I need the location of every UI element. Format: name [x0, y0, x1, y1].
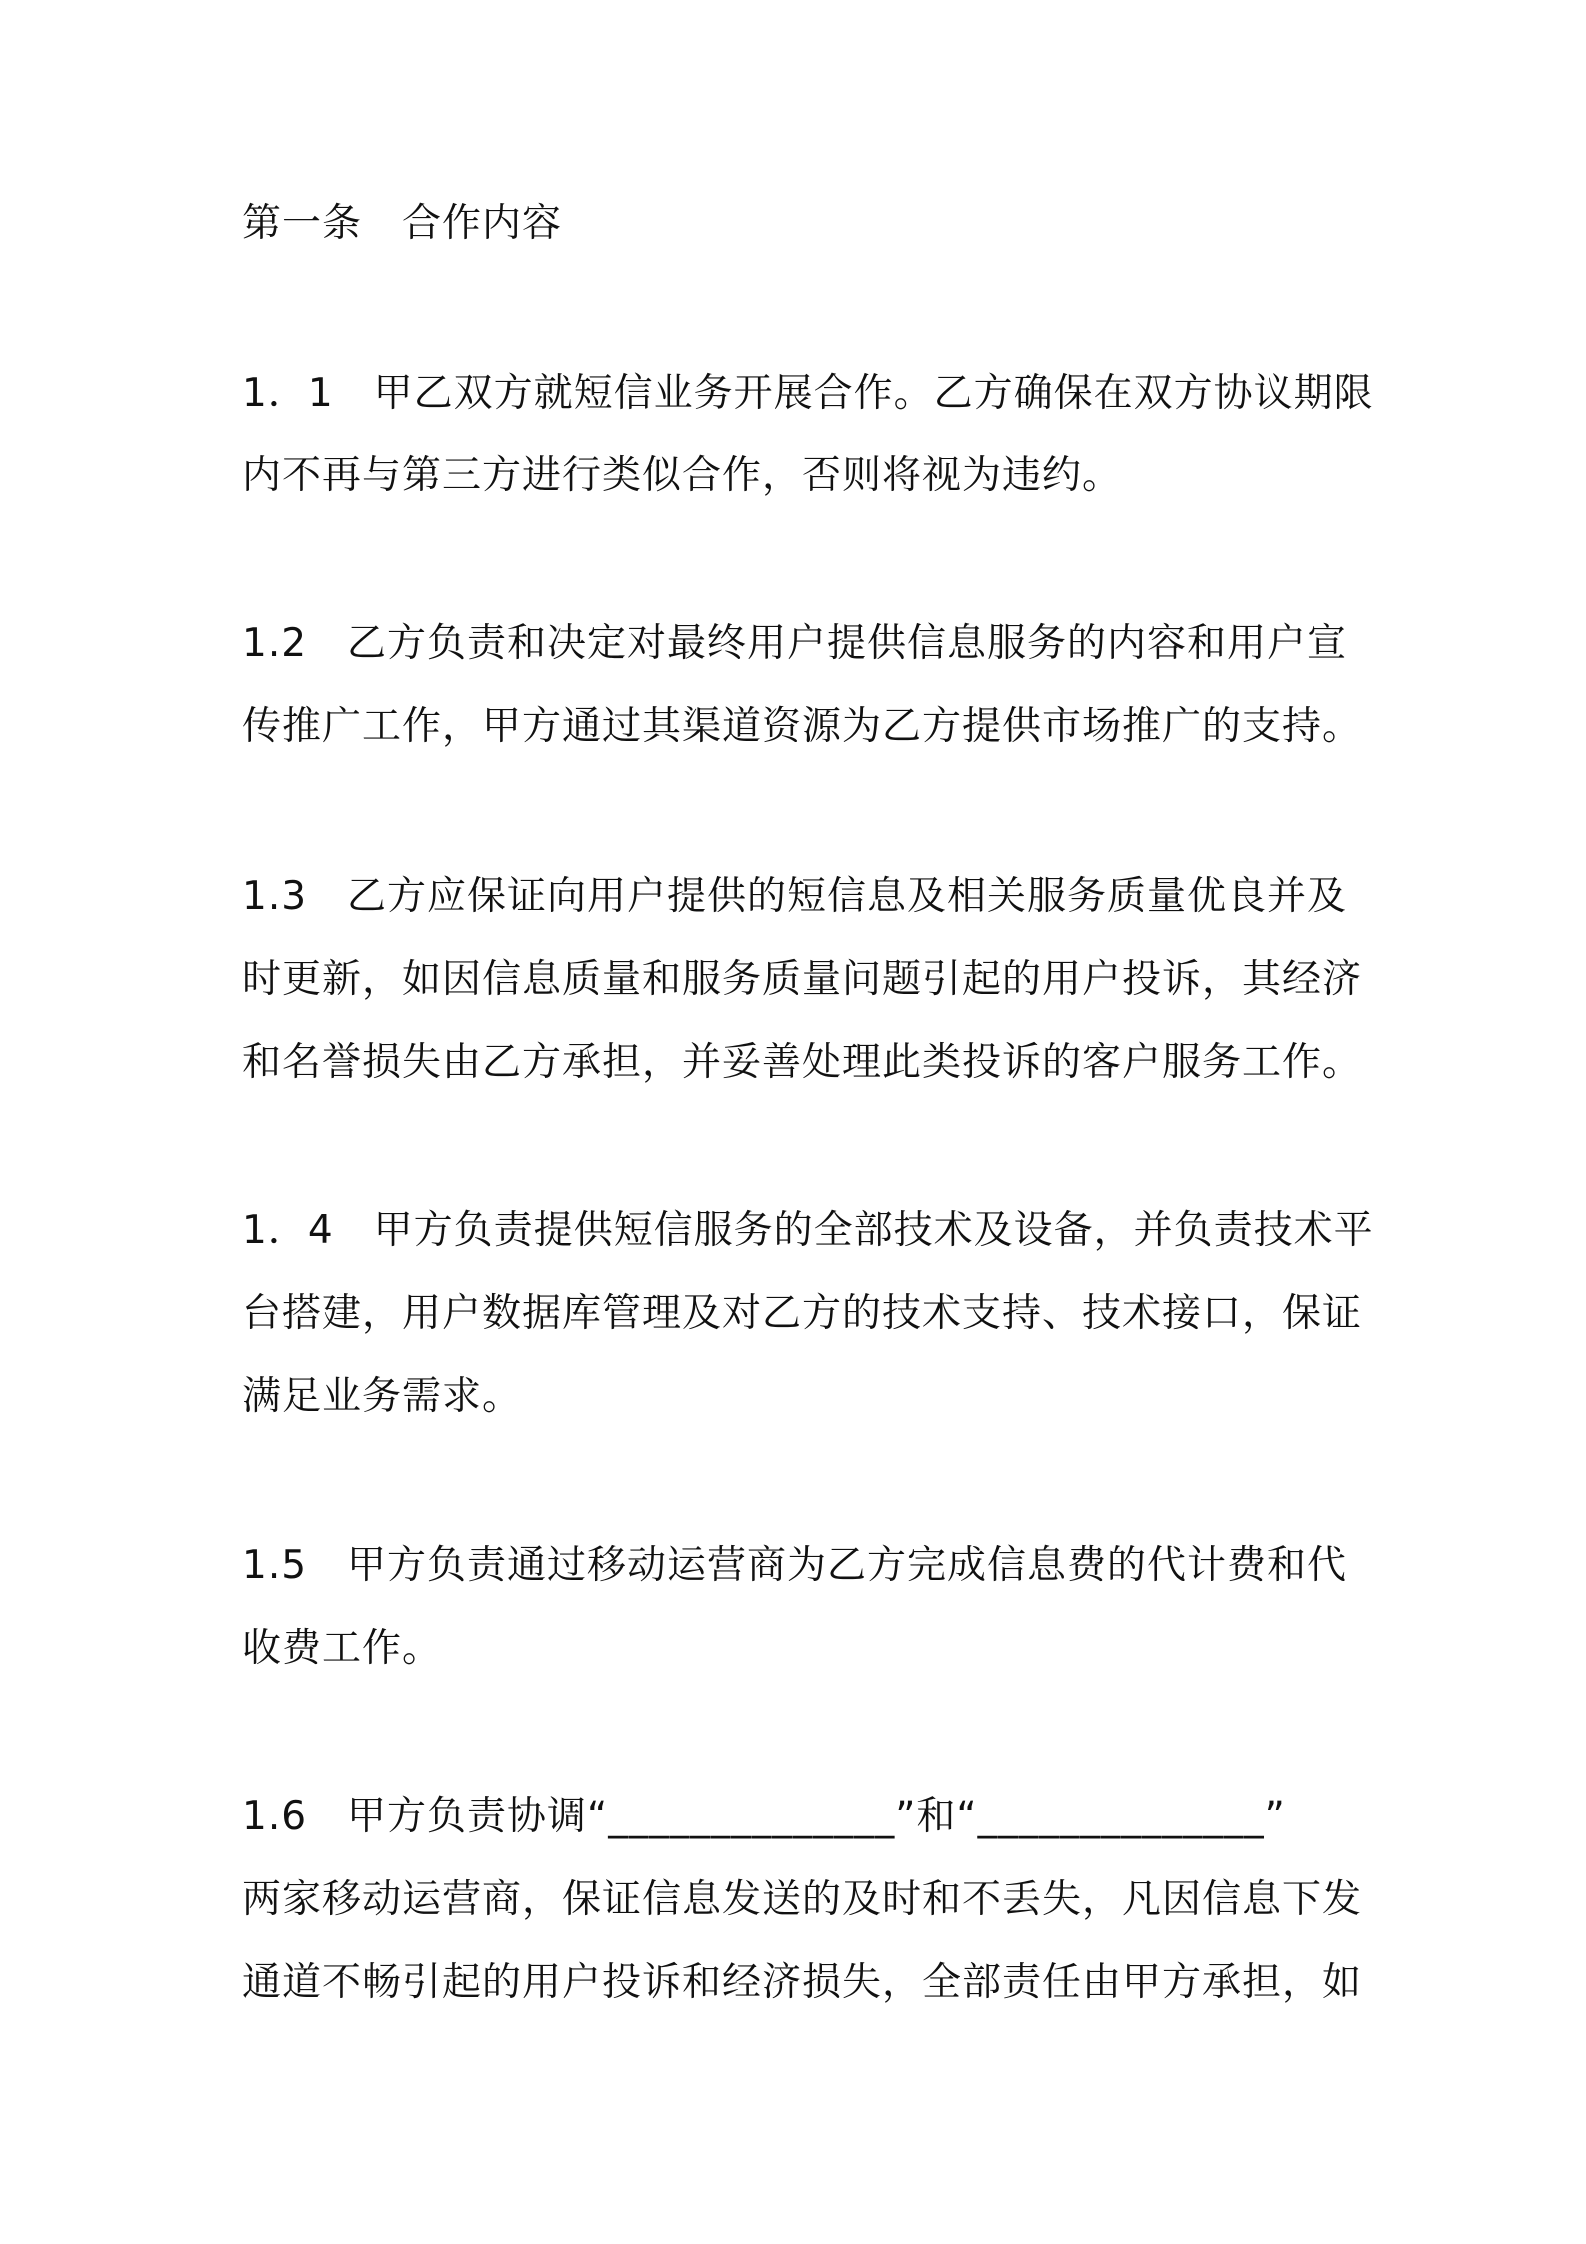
clause-1-1-line-2: 内不再与第三方进行类似合作，否则将视为违约。	[242, 453, 1123, 498]
clause-1-3-line-1: 1.3 乙方应保证向用户提供的短信息及相关服务质量优良并及	[242, 874, 1348, 919]
clause-1-6-line-3: 通道不畅引起的用户投诉和经济损失，全部责任由甲方承担，如	[242, 1960, 1363, 2005]
clause-1-3-line-3: 和名誉损失由乙方承担，并妥善处理此类投诉的客户服务工作。	[242, 1040, 1363, 1085]
clause-1-4-line-3: 满足业务需求。	[242, 1374, 523, 1419]
clause-1-6-line-2: 两家移动运营商，保证信息发送的及时和不丢失，凡因信息下发	[242, 1877, 1363, 1922]
clause-1-5-line-2: 收费工作。	[242, 1626, 443, 1671]
clause-1-4-line-1: 1．4 甲方负责提供短信服务的全部技术及设备，并负责技术平	[242, 1208, 1374, 1253]
clause-1-4-line-2: 台搭建，用户数据库管理及对乙方的技术支持、技术接口，保证	[242, 1291, 1363, 1336]
clause-1-2-line-2: 传推广工作，甲方通过其渠道资源为乙方提供市场推广的支持。	[242, 704, 1363, 749]
clause-1-1-line-1: 1．1 甲乙双方就短信业务开展合作。乙方确保在双方协议期限	[242, 371, 1374, 416]
clause-1-6-line-1: 1.6 甲方负责协调“______________”和“______________”	[242, 1794, 1286, 1839]
clause-1-5-line-1: 1.5 甲方负责通过移动运营商为乙方完成信息费的代计费和代	[242, 1543, 1348, 1588]
article-heading: 第一条 合作内容	[242, 201, 563, 246]
clause-1-2-line-1: 1.2 乙方负责和决定对最终用户提供信息服务的内容和用户宣	[242, 621, 1348, 666]
clause-1-3-line-2: 时更新，如因信息质量和服务质量问题引起的用户投诉，其经济	[242, 957, 1363, 1002]
